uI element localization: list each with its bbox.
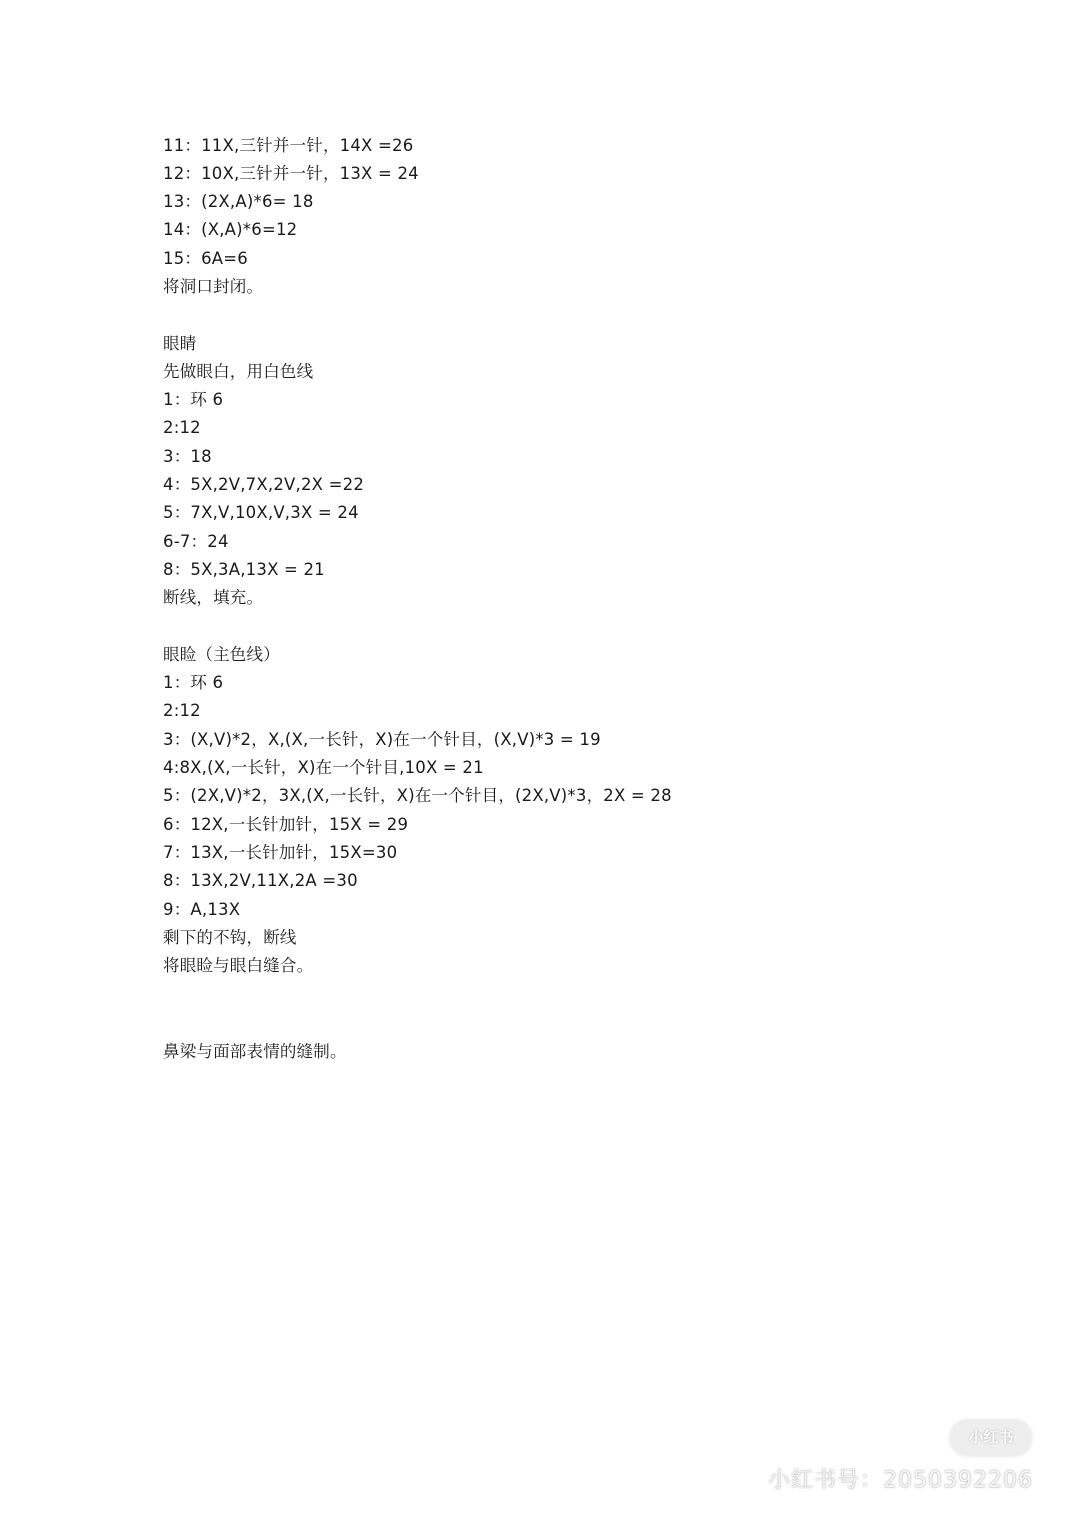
text-line: 将洞口封闭。 xyxy=(163,277,264,296)
text-line: 9：A,13X xyxy=(163,900,241,919)
text-line: 剩下的不钩，断线 xyxy=(163,928,297,947)
text-line: 2:12 xyxy=(163,701,201,720)
text-line: 11：11X,三针并一针，14X =26 xyxy=(163,136,414,155)
text-line: 5：7X,V,10X,V,3X = 24 xyxy=(163,503,359,522)
text-line: 4:8X,(X,一长针，X)在一个针目,10X = 21 xyxy=(163,758,484,777)
watermark-logo: 小红书 xyxy=(950,1419,1032,1455)
text-line: 8：5X,3A,13X = 21 xyxy=(163,560,325,579)
text-line: 4：5X,2V,7X,2V,2X =22 xyxy=(163,475,365,494)
text-line: 3：(X,V)*2，X,(X,一长针，X)在一个针目，(X,V)*3 = 19 xyxy=(163,730,601,749)
text-line: 7：13X,一长针加针，15X=30 xyxy=(163,843,398,862)
text-line: 先做眼白，用白色线 xyxy=(163,362,314,381)
text-line: 14：(X,A)*6=12 xyxy=(163,220,298,239)
section-heading-eyes: 眼睛 xyxy=(163,334,197,353)
section-heading-eyelid: 眼睑（主色线） xyxy=(163,645,280,664)
text-line: 15：6A=6 xyxy=(163,249,249,268)
text-line: 鼻梁与面部表情的缝制。 xyxy=(163,1042,347,1061)
text-line: 6：12X,一长针加针，15X = 29 xyxy=(163,815,409,834)
text-line: 12：10X,三针并一针，13X = 24 xyxy=(163,164,419,183)
text-line: 将眼睑与眼白缝合。 xyxy=(163,956,314,975)
text-line: 3：18 xyxy=(163,447,212,466)
text-line: 13：(2X,A)*6= 18 xyxy=(163,192,314,211)
text-line: 2:12 xyxy=(163,418,201,437)
text-line: 1：环 6 xyxy=(163,673,224,692)
text-line: 8：13X,2V,11X,2A =30 xyxy=(163,871,358,890)
watermark-text: 小红书号：2050392206 xyxy=(768,1468,1033,1493)
text-line: 1：环 6 xyxy=(163,390,224,409)
text-line: 6-7：24 xyxy=(163,532,229,551)
text-line: 断线，填充。 xyxy=(163,588,264,607)
text-line: 5：(2X,V)*2，3X,(X,一长针，X)在一个针目，(2X,V)*3，2X = 28 xyxy=(163,786,672,805)
